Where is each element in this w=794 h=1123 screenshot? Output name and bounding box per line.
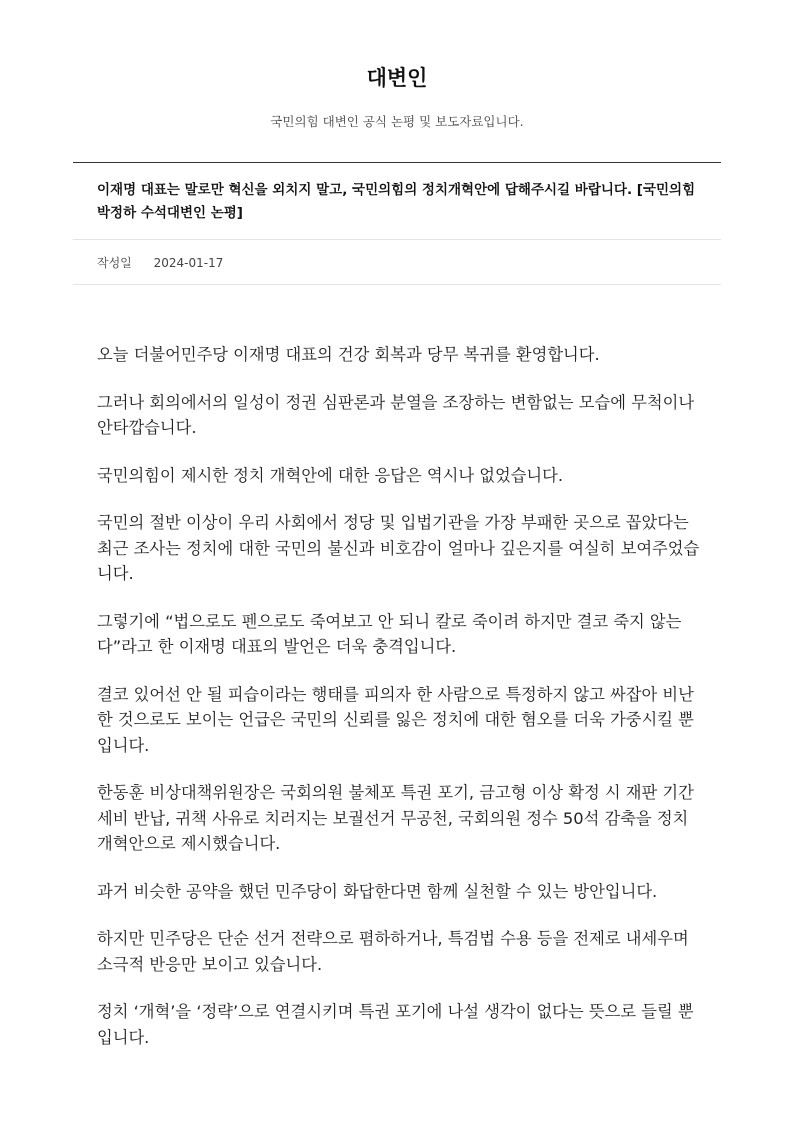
article-paragraph: 과거 비슷한 공약을 했던 민주당이 화답한다면 함께 실천할 수 있는 방안입니다. bbox=[97, 881, 658, 901]
article-header bbox=[73, 162, 721, 285]
article-paragraph: 그렇기에 “법으로도 펜으로도 죽여보고 안 되니 칼로 죽이려 하지만 결코 죽지 않는다”라고 한 이재명 대표의 발언은 더욱 충격입니다. bbox=[97, 611, 682, 656]
article-paragraph: 그러나 회의에서의 일성이 정권 심판론과 분열을 조장하는 변함없는 모습에 무척이나 안타깝습니다. bbox=[97, 392, 695, 437]
article-paragraph: 오늘 더불어민주당 이재명 대표의 건강 회복과 당무 복귀를 환영합니다. bbox=[97, 345, 600, 364]
article-paragraph: 한동훈 비상대책위원장은 국회의원 불체포 특권 포기, 금고형 이상 확정 시 재판 기간 세비 반납, 귀책 사유로 치러지는 보궐선거 무공천, 국회의원 정수 50석 감축을 정치 개혁안으로 제시했습니다. bbox=[97, 783, 694, 853]
article-title: 이재명 대표는 말로만 혁신을 외치지 말고, 국민의힘의 정치개혁안에 답해주시길 바랍니다. [국민의힘 박정하 수석대변인 논평] bbox=[73, 163, 721, 240]
date-label: 작성일 bbox=[97, 256, 132, 270]
page-subtitle: 국민의힘 대변인 공식 논평 및 보도자료입니다. bbox=[270, 114, 524, 129]
article-paragraph: 결코 있어선 안 될 피습이라는 행태를 피의자 한 사람으로 특정하지 않고 싸잡아 비난한 것으로도 보이는 언급은 국민의 신뢰를 잃은 정치에 대한 혐오를 더욱 가중시킬 뿐입니다. bbox=[97, 684, 694, 755]
page-header bbox=[0, 0, 794, 130]
article-paragraph: 정치 ‘개혁’을 ‘정략’으로 연결시키며 특권 포기에 나설 생각이 없다는 뜻으로 들릴 뿐입니다. bbox=[97, 1002, 694, 1047]
article-paragraph: 하지만 민주당은 단순 선거 전략으로 폄하하거나, 특검법 수용 등을 전제로 내세우며 소극적 반응만 보이고 있습니다. bbox=[97, 929, 689, 974]
page-title: 대변인 bbox=[366, 66, 428, 90]
article-meta bbox=[73, 240, 721, 285]
date-value: 2024-01-17 bbox=[153, 256, 224, 270]
article-paragraph: 국민의 절반 이상이 우리 사회에서 정당 및 입법기관을 가장 부패한 곳으로 꼽았다는 최근 조사는 정치에 대한 국민의 불신과 비호감이 얼마나 깊은지를 여실히 보여주었습니다. bbox=[97, 513, 700, 583]
article-body bbox=[97, 342, 701, 1072]
article-paragraph: 국민의힘이 제시한 정치 개혁안에 대한 응답은 역시나 없었습니다. bbox=[97, 465, 564, 485]
